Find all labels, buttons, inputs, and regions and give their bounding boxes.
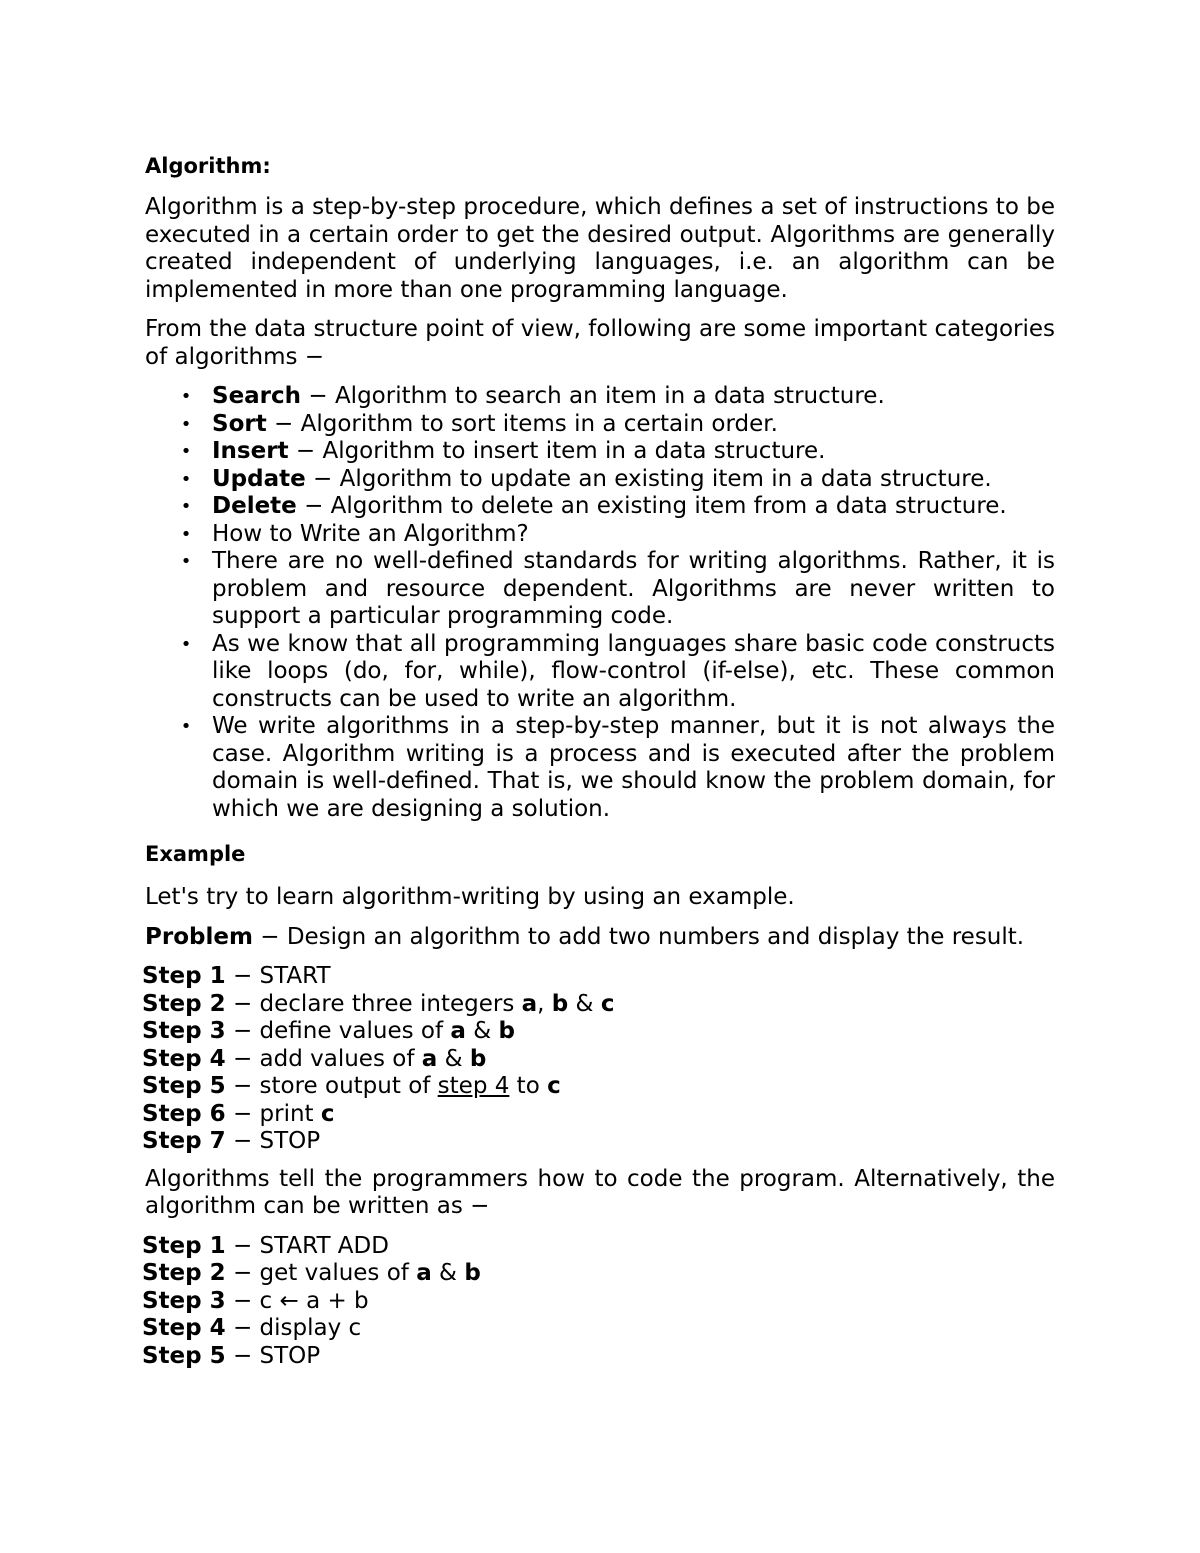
step-text: − print [225,1100,321,1127]
alternative-paragraph: Algorithms tell the programmers how to code the program. Alternatively, the algorithm can be written as − [145,1165,1055,1219]
step-text: & [568,990,601,1017]
step-label: Step 4 [142,1045,226,1072]
bullet-icon: • [180,441,192,462]
list-item [145,493,1055,521]
intro-paragraph: Algorithm is a step-by-step procedure, which defines a set of instructions to be executed in a certain order to get the desired output. Algorithms are generally created independent of underlying languages, i.e. an algorithm can be implemented in more than one programming language. [145,194,1055,303]
step-text: − declare three integers [225,990,522,1017]
problem-paragraph [145,924,1055,952]
variable-name: c [547,1073,561,1099]
step-label: Step 3 [142,1018,226,1044]
list-item [145,521,1055,549]
step-line [142,1260,1055,1288]
list-item [145,466,1055,494]
step-text: − store output of [225,1073,438,1099]
problem-label: Problem [145,923,253,950]
category-text: − Algorithm to search an item in a data structure. [301,383,885,409]
category-term: Sort [212,410,267,437]
step-text: − STOP [225,1128,321,1154]
bullet-icon: • [180,386,192,407]
step-line [142,1288,1055,1316]
bullet-icon: • [180,468,192,490]
bullet-icon: • [180,716,192,737]
step-text: − define values of [225,1018,451,1044]
list-item [145,631,1055,714]
step-text: − c ← a + b [225,1287,369,1314]
step-label: Step 1 [142,963,226,989]
step-line [142,1233,1055,1261]
step-text: to [509,1073,548,1099]
step-label: Step 5 [142,1342,226,1369]
step-line [142,1101,1055,1129]
categories-intro-paragraph: From the data structure point of view, following are some important categories of algorithms − [145,316,1055,370]
category-text: − Algorithm to sort items in a certain order. [266,410,778,437]
note-text: We write algorithms in a step-by-step manner, but it is not always the case. Algorithm writing is a process and is executed after the problem domain is well-defined. That is, we should know the problem domain, for which we are designing a solution. [212,713,1055,822]
step-reference-link[interactable]: step 4 [437,1073,510,1099]
list-item [145,713,1055,823]
list-item [145,383,1055,411]
step-label: Step 7 [142,1128,226,1154]
step-text: & [437,1045,470,1072]
bullet-icon: • [180,633,192,655]
step-label: Step 2 [142,990,226,1017]
step-label: Step 5 [142,1073,226,1099]
variable-name: a [416,1260,432,1286]
list-item [145,411,1055,439]
step-line [142,1018,1055,1046]
step-text: & [465,1018,499,1044]
step-text: − START [225,963,331,989]
variable-name: b [464,1260,481,1286]
variable-name: a [450,1018,466,1044]
note-text: As we know that all programming languages share basic code constructs like loops (do, for, while), flow-control (if-else), etc. These common constructs can be used to write an algorithm. [212,630,1055,712]
step-line [142,1315,1055,1343]
bullet-icon: • [180,496,192,517]
step-text: − START ADD [225,1232,389,1259]
list-item [145,548,1055,631]
example-intro-paragraph: Let's try to learn algorithm-writing by using an example. [145,884,795,910]
step-text: , [537,990,552,1017]
heading-example: Example [145,842,246,866]
step-line [142,1128,1055,1156]
list-item [145,438,1055,466]
bullet-list [145,383,1055,823]
variable-name: a [521,990,538,1017]
variable-name: c [320,1100,335,1127]
step-text: − get values of [225,1260,417,1286]
step-label: Step 6 [142,1100,226,1127]
category-term: Update [212,465,306,492]
steps-list-second [142,1233,1055,1371]
step-line [142,963,1055,991]
bullet-icon: • [180,551,192,572]
variable-name: b [551,990,569,1017]
step-text: − STOP [225,1342,321,1369]
bullet-icon: • [180,523,192,545]
step-text: & [431,1260,465,1286]
bullet-icon: • [180,413,192,435]
category-term: Delete [212,493,297,519]
variable-name: b [469,1045,487,1072]
step-line [142,1073,1055,1101]
step-text: − display c [225,1315,362,1341]
note-text: There are no well-defined standards for writing algorithms. Rather, it is problem and resource dependent. Algorithms are never written to support a particular programming code. [212,548,1055,629]
problem-text: − Design an algorithm to add two numbers and display the result. [252,923,1025,950]
step-label: Step 2 [142,1260,226,1286]
variable-name: a [421,1045,438,1072]
step-line [142,991,1055,1019]
step-line [142,1343,1055,1371]
category-term: Search [212,383,302,409]
step-line [142,1046,1055,1074]
variable-name: b [498,1018,515,1044]
note-text: How to Write an Algorithm? [212,520,529,547]
variable-name: c [600,990,615,1017]
step-text: − add values of [225,1045,422,1072]
heading-algorithm: Algorithm: [145,154,271,178]
category-text: − Algorithm to delete an existing item from a data structure. [296,493,1007,519]
steps-list-first [142,963,1055,1156]
step-label: Step 1 [142,1232,226,1259]
category-term: Insert [212,438,289,464]
category-text: − Algorithm to update an existing item in a data structure. [305,465,992,492]
step-label: Step 4 [142,1315,226,1341]
document-body [142,152,1055,1370]
category-text: − Algorithm to insert item in a data structure. [288,438,826,464]
step-label: Step 3 [142,1287,226,1314]
